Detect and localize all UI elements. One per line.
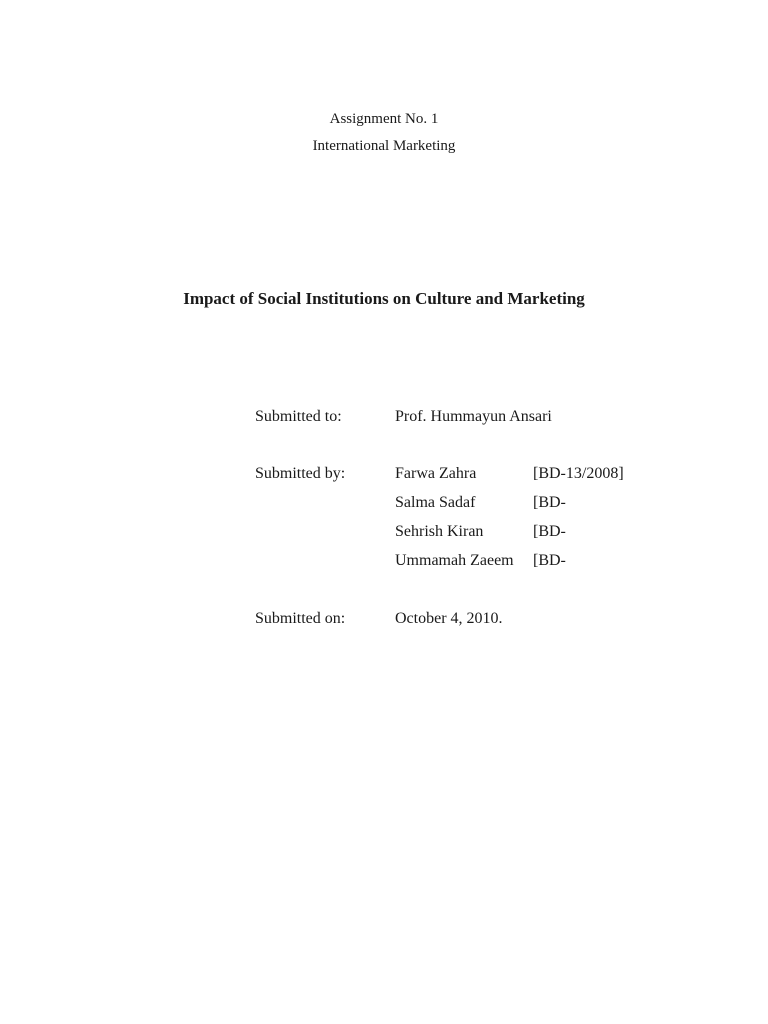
document-title: Impact of Social Institutions on Culture and Marketing xyxy=(183,289,585,308)
member-name: Ummamah Zaeem xyxy=(395,552,514,569)
submitted-by-label: Submitted by: xyxy=(255,465,346,482)
assignment-number: Assignment No. 1 xyxy=(329,111,439,127)
member-name: Salma Sadaf xyxy=(395,494,476,511)
member-id: [BD-13/2008] xyxy=(533,465,624,482)
member-id: [BD- xyxy=(533,552,566,569)
member-id: [BD- xyxy=(533,523,566,540)
submitted-to-label: Submitted to: xyxy=(255,408,342,425)
course-name: International Marketing xyxy=(312,138,456,154)
member-id: [BD- xyxy=(533,494,566,511)
member-name: Sehrish Kiran xyxy=(395,523,484,540)
submitted-on-label: Submitted on: xyxy=(255,610,346,627)
submitted-on-value: October 4, 2010. xyxy=(395,610,503,627)
submitted-to-value: Prof. Hummayun Ansari xyxy=(395,408,552,425)
member-name: Farwa Zahra xyxy=(395,465,477,482)
